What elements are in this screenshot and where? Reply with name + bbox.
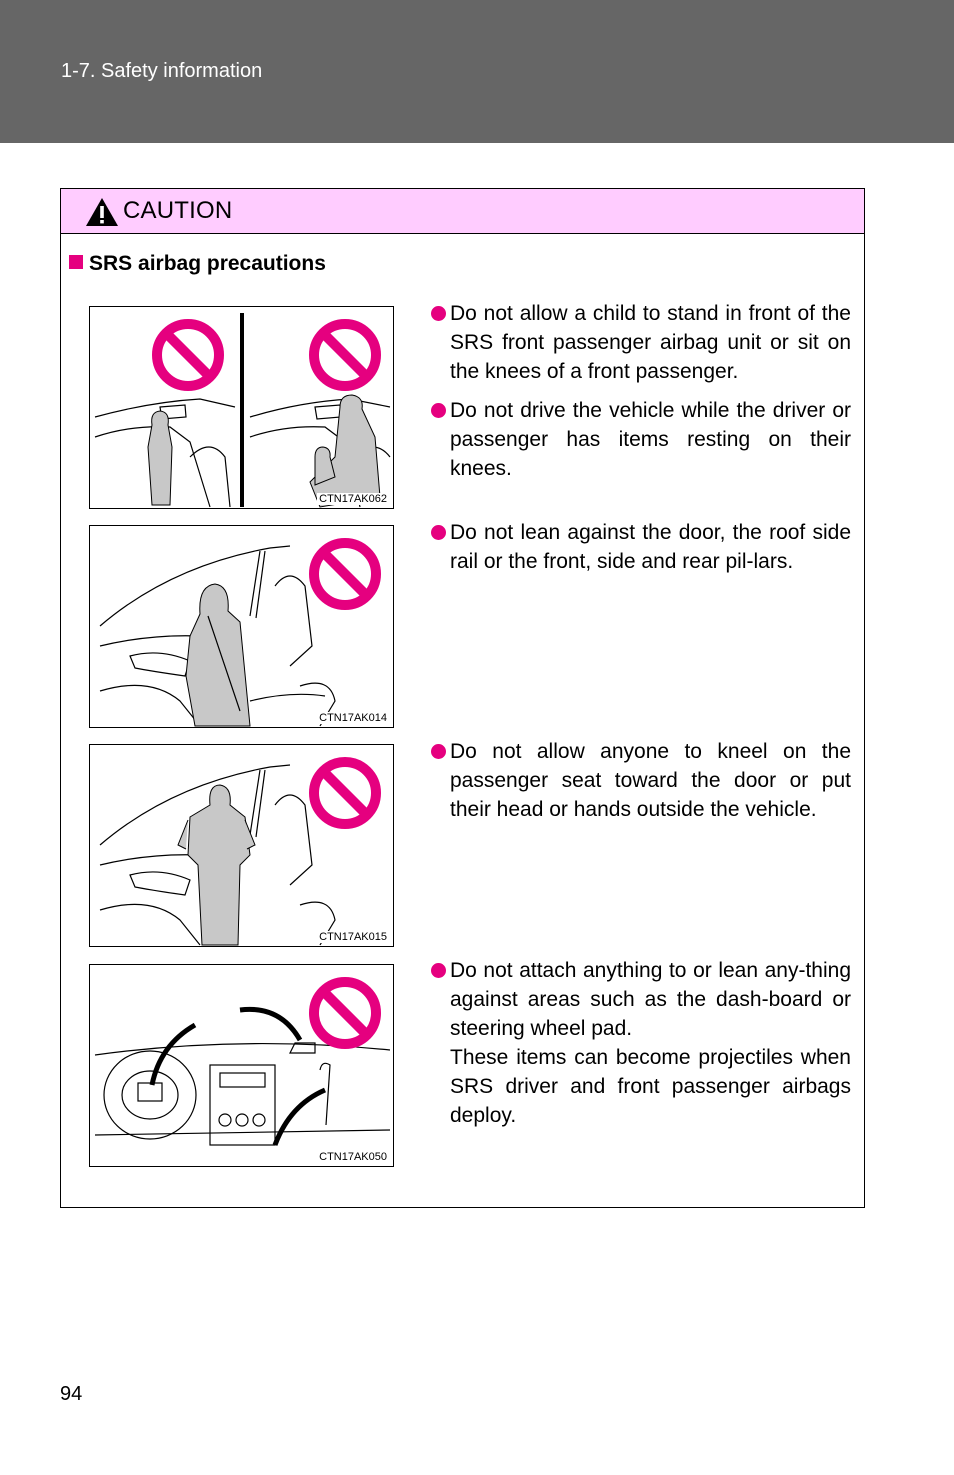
circle-bullet-icon xyxy=(431,744,446,759)
bullets-group-4 xyxy=(431,956,851,1140)
figure-child-airbag xyxy=(89,306,394,509)
section-title: 1-7. Safety information xyxy=(61,60,263,82)
bullet-item: Do not allow anyone to kneel on the passenger seat toward the door or put their head or hands outside the vehicle. xyxy=(431,737,851,824)
caution-label: CAUTION xyxy=(123,197,233,224)
subheading: SRS airbag precautions xyxy=(69,252,326,276)
page-number: 94 xyxy=(60,1383,83,1405)
square-bullet-icon xyxy=(69,255,83,269)
figure-code: CTN17AK050 xyxy=(319,1151,387,1163)
figure-leaning-door xyxy=(89,525,394,728)
figure-code: CTN17AK062 xyxy=(319,493,387,505)
circle-bullet-icon xyxy=(431,525,446,540)
prohibition-icon xyxy=(314,762,376,824)
prohibition-icon xyxy=(314,543,376,605)
figure-code: CTN17AK015 xyxy=(319,931,387,943)
warning-triangle-icon xyxy=(85,197,119,227)
page-header xyxy=(0,0,954,143)
circle-bullet-icon xyxy=(431,403,446,418)
figure-dashboard-items xyxy=(89,964,394,1167)
caution-box xyxy=(60,188,865,1208)
bullet-extra-text: These items can become projectiles when SRS driver and front passenger airbags deploy. xyxy=(450,1046,851,1127)
bullet-item: Do not drive the vehicle while the driver or passenger has items resting on their knees. xyxy=(431,396,851,483)
bullet-item: Do not attach anything to or lean any-thing against areas such as the dash-board or steering wheel pad. These items can become projectiles when SRS driver and front passenger airbags deploy. xyxy=(431,956,851,1130)
circle-bullet-icon xyxy=(431,306,446,321)
bullets-group-2 xyxy=(431,518,851,586)
bullet-item: Do not lean against the door, the roof side rail or the front, side and rear pil-lars. xyxy=(431,518,851,576)
circle-bullet-icon xyxy=(431,963,446,978)
prohibition-icon xyxy=(314,982,376,1044)
bullets-group-1 xyxy=(431,299,851,493)
figure-code: CTN17AK014 xyxy=(319,712,387,724)
prohibition-icon xyxy=(314,324,376,386)
figure-kneeling-seat xyxy=(89,744,394,947)
prohibition-icon xyxy=(157,324,219,386)
bullet-item: Do not allow a child to stand in front of the SRS front passenger airbag unit or sit on the knees of a front passenger. xyxy=(431,299,851,386)
bullets-group-3 xyxy=(431,737,851,834)
caution-header xyxy=(61,189,864,234)
